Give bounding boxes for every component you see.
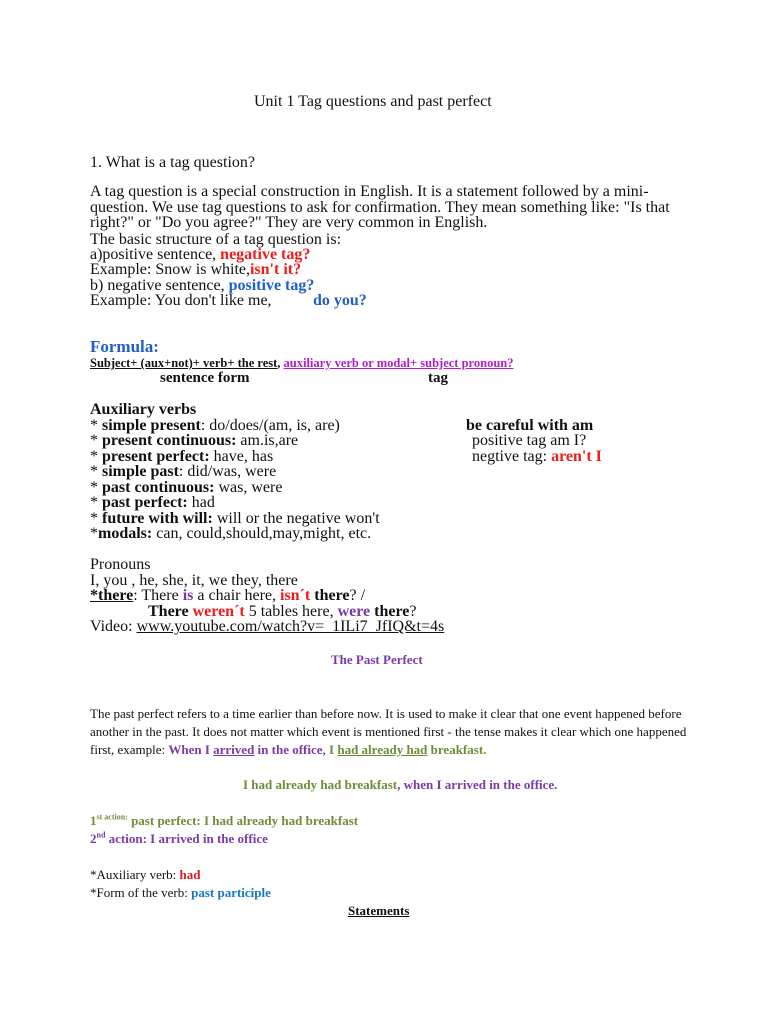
structure-a-text: a)positive sentence, — [90, 246, 217, 263]
aux-heading: Auxiliary verbs — [90, 401, 197, 418]
example-2-text: Example: You don't like me, — [90, 292, 272, 309]
pronouns-heading: Pronouns — [90, 556, 151, 573]
video-line — [90, 619, 444, 635]
video-link[interactable]: www.youtube.com/watch?v=_1ILi7_JfIQ&t=4s — [136, 618, 445, 635]
careful-negative-label: negtive tag: — [472, 448, 548, 465]
formula-heading: Formula: — [90, 337, 159, 356]
aux-item-modals: *modals: can, could,should,may,might, etc. — [90, 525, 372, 542]
video-label: Video: — [90, 618, 137, 635]
first-action: $1^{st action:}$ past perfect: I had already had breakfast — [90, 812, 359, 828]
careful-negative — [472, 449, 602, 465]
careful-negative-value: aren't I — [551, 448, 602, 465]
formula-tag-part: auxiliary verb or modal+ subject pronoun? — [283, 356, 514, 370]
negative-tag-label: negative tag? — [220, 246, 311, 263]
example-1-tag: isn't it? — [249, 261, 302, 278]
formula-line — [90, 357, 513, 370]
verb-form-value: past participle — [191, 885, 271, 900]
example-1 — [90, 262, 301, 278]
aux-item-past-perfect: * past perfect: had — [90, 494, 215, 511]
formula-separator: , — [277, 356, 281, 370]
positive-tag-label: positive tag? — [228, 277, 315, 294]
careful-positive: positive tag am I? — [472, 432, 587, 449]
formula-sentence-part: Subject+ (aux+not)+ verb+ the rest — [90, 356, 278, 370]
aux-item-simple-past: * simple past: did/was, were — [90, 463, 277, 480]
there-label: *there — [90, 587, 134, 604]
structure-b-text: b) negative sentence, — [90, 277, 225, 294]
section-heading: 1. What is a tag question? — [90, 154, 255, 171]
pronouns-list: I, you , he, she, it, we they, there — [90, 572, 298, 589]
careful-heading: be careful with am — [466, 417, 594, 434]
tag-label: tag — [428, 370, 448, 386]
second-action: 2nd action: I arrived in the office — [90, 830, 268, 846]
aux-item-past-continuous: * past continuous: was, were — [90, 479, 283, 496]
aux-verb-value: had — [179, 867, 201, 882]
aux-item-present-continuous: * present continuous: am.is,are — [90, 432, 299, 449]
aux-item-future-will: * future with will: will or the negative won't — [90, 510, 380, 527]
example-2-tag: do you? — [313, 292, 367, 309]
example-2 — [90, 293, 272, 309]
statements-heading: Statements — [348, 903, 410, 918]
page-title: Unit 1 Tag questions and past perfect — [254, 93, 492, 110]
aux-item-present-perfect: * present perfect: have, has — [90, 448, 274, 465]
aux-item-simple-present: * simple present: do/does/(am, is, are) — [90, 417, 340, 434]
aux-verb-line: *Auxiliary verb: had — [90, 867, 201, 882]
past-perfect-heading: The Past Perfect — [331, 652, 423, 667]
example-1-text: Example: Snow is white, — [90, 261, 250, 278]
there-example-2: There weren´t 5 tables here, were there? — [148, 603, 417, 620]
sentence-form-label: sentence form — [160, 370, 250, 386]
tag-question-paragraph: A tag question is a special construction in English. It is a statement followed by a mini-question. We use tag questions to ask for confirmation. They mean something like: "Is that right?" or "Do you agree?" They are very common in English. — [90, 183, 670, 231]
verb-form-line: *Form of the verb: past participle — [90, 885, 271, 900]
there-example-1: *there: There is a chair here, isn´t there? / — [90, 587, 366, 604]
structure-intro: The basic structure of a tag question is: — [90, 231, 342, 248]
past-perfect-paragraph: The past perfect refers to a time earlier than before now. It is used to make it clear that one event happened before another in the past. It does not matter which event is mentioned first - the tense makes it clear which one happened first, example: When I arrived in the office, I had already had breakfast. — [90, 706, 687, 757]
past-perfect-example-center: I had already had breakfast, when I arrived in the office. — [243, 777, 558, 792]
